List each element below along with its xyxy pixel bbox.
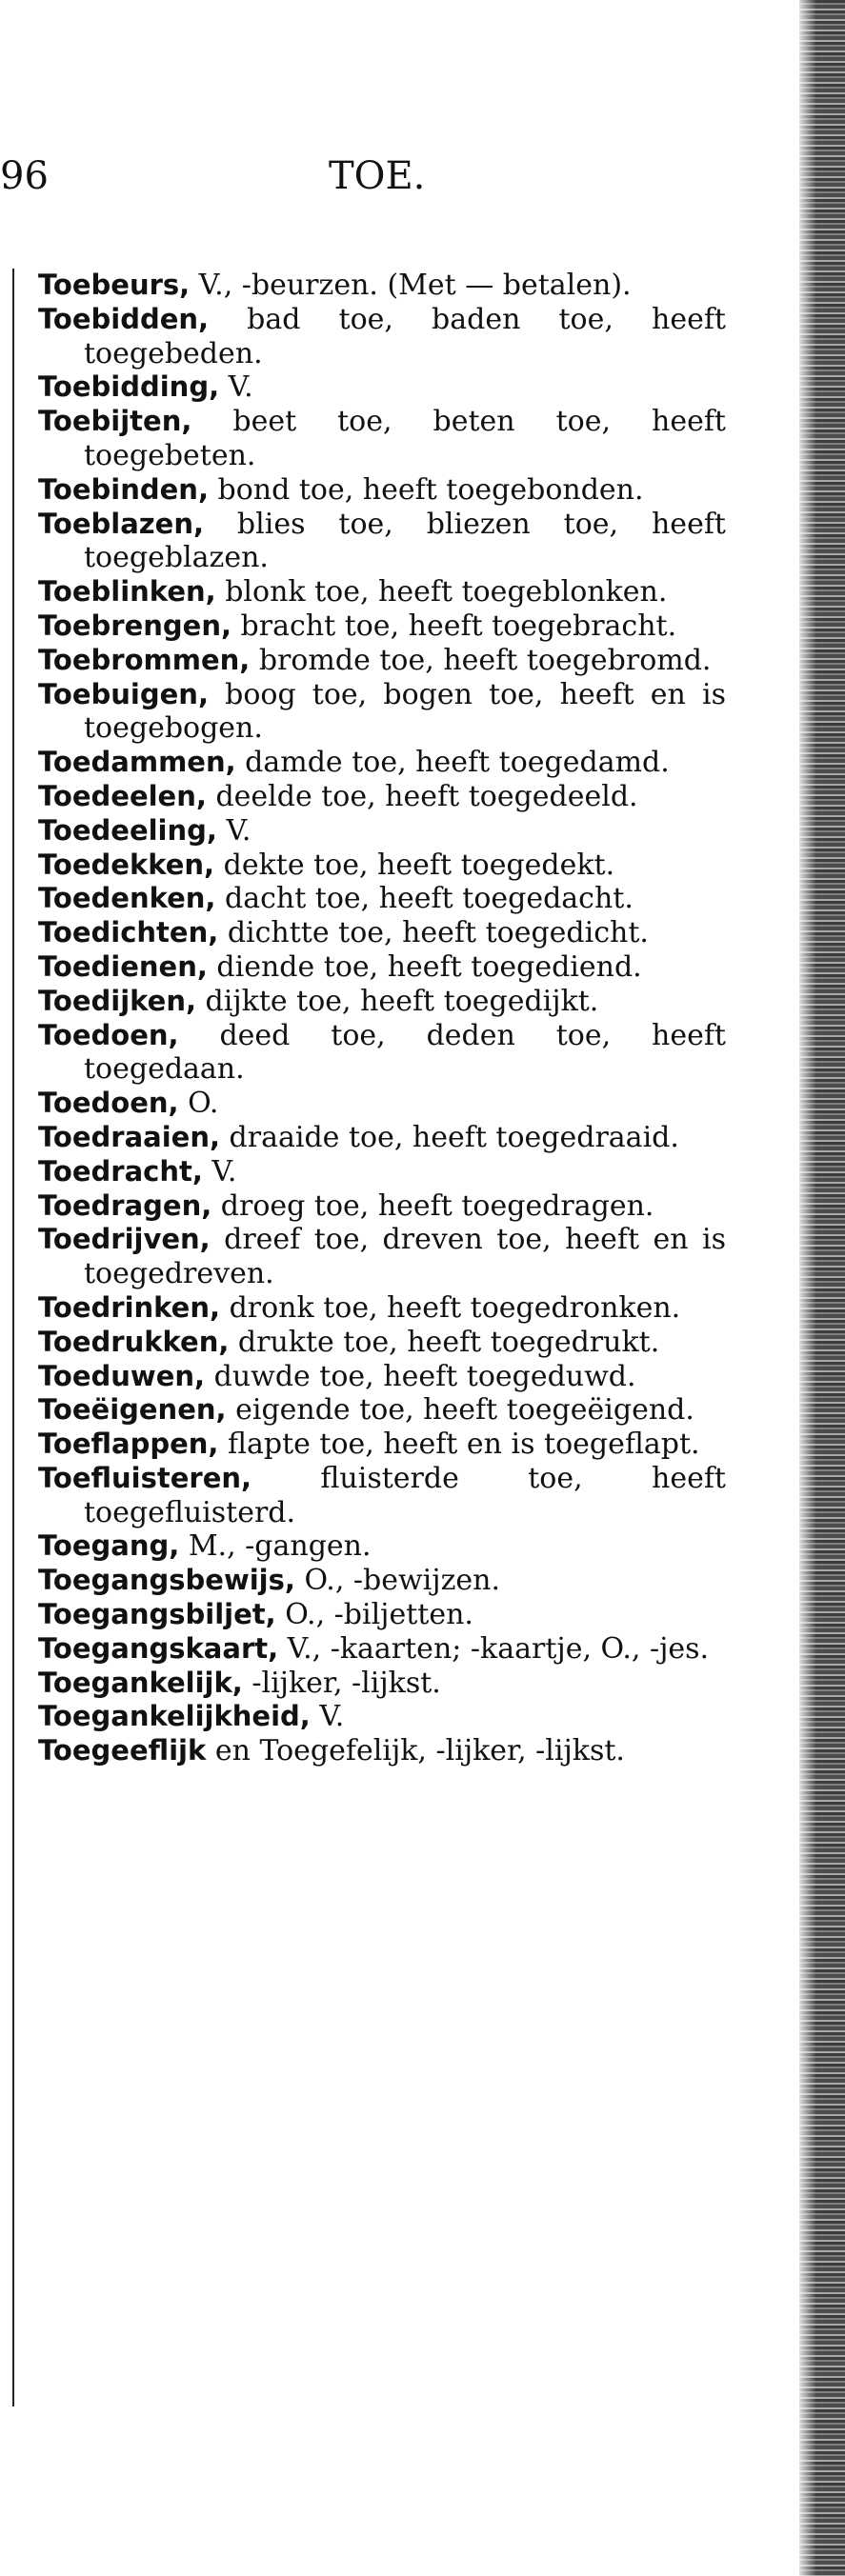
dictionary-entry bbox=[38, 1189, 726, 1224]
entry-definition: dacht toe, heeft toegedacht. bbox=[224, 882, 634, 916]
dictionary-entry bbox=[38, 1360, 726, 1394]
entry-headword: Toedichten, bbox=[38, 916, 219, 949]
entry-headword: Toegankelijkheid, bbox=[38, 1700, 311, 1733]
entry-headword: Toebuigen, bbox=[38, 677, 209, 710]
entry-definition: dijkte toe, heeft toegedijkt. bbox=[205, 984, 599, 1018]
entry-definition: bond toe, heeft toegebonden. bbox=[217, 472, 644, 507]
entry-definition: V., -beurzen. (Met — betalen). bbox=[198, 269, 632, 302]
entry-headword: Toedeelen, bbox=[38, 779, 207, 812]
dictionary-entry bbox=[38, 1529, 726, 1564]
entry-definition: O. bbox=[188, 1087, 219, 1121]
dictionary-entry bbox=[38, 1667, 726, 1701]
entry-headword: Toeblazen, bbox=[38, 507, 204, 540]
dictionary-entry bbox=[38, 609, 726, 644]
entry-definition: M., -gangen. bbox=[188, 1529, 372, 1564]
dictionary-entry bbox=[38, 882, 726, 916]
entry-definition: draaide toe, heeft toegedraaid. bbox=[229, 1120, 679, 1154]
entry-definition: fluisterde toe, heeft toegefluisterd. bbox=[84, 1461, 726, 1529]
entry-definition: O., -bewijzen. bbox=[304, 1564, 500, 1598]
page-number: 96 bbox=[0, 154, 49, 198]
dictionary-entries bbox=[38, 269, 726, 1768]
entry-headword: Toedraaien, bbox=[38, 1120, 220, 1153]
dictionary-entry bbox=[38, 1393, 726, 1428]
dictionary-entry bbox=[38, 985, 726, 1019]
entry-headword: Toebidden, bbox=[38, 302, 210, 335]
dictionary-entry bbox=[38, 1121, 726, 1155]
dictionary-entry bbox=[38, 916, 726, 950]
entry-definition: droeg toe, heeft toegedragen. bbox=[220, 1188, 654, 1223]
dictionary-entry bbox=[38, 303, 726, 371]
entry-headword: Toegankelijk, bbox=[38, 1666, 243, 1699]
entry-definition: blonk toe, heeft toegeblonken. bbox=[225, 575, 668, 609]
dictionary-entry bbox=[38, 950, 726, 985]
entry-definition: diende toe, heeft toegediend. bbox=[216, 949, 642, 984]
entry-definition: dekte toe, heeft toegedekt. bbox=[223, 848, 615, 882]
entry-headword: Toebinden, bbox=[38, 472, 209, 506]
dictionary-entry bbox=[38, 1326, 726, 1360]
entry-headword: Toedragen, bbox=[38, 1188, 212, 1222]
dictionary-entry bbox=[38, 1223, 726, 1291]
entry-definition: deed toe, deden toe, heeft toegedaan. bbox=[84, 1018, 726, 1087]
entry-headword: Toedammen, bbox=[38, 746, 236, 779]
entry-headword: Toedrijven, bbox=[38, 1223, 211, 1256]
dictionary-entry bbox=[38, 678, 726, 747]
page-edge-fade bbox=[795, 0, 816, 2576]
entry-headword: Toegangskaart, bbox=[38, 1631, 279, 1665]
dictionary-entry bbox=[38, 1087, 726, 1121]
entry-definition: dreef toe, dreven toe, heeft en is toegedreven. bbox=[84, 1223, 726, 1291]
dictionary-entry bbox=[38, 508, 726, 576]
dictionary-entry bbox=[38, 405, 726, 473]
entry-headword: Toebrengen, bbox=[38, 609, 231, 642]
entry-definition: damde toe, heeft toegedamd. bbox=[245, 746, 670, 780]
entry-headword: Toedienen, bbox=[38, 949, 208, 983]
entry-definition: deelde toe, heeft toegedeeld. bbox=[215, 779, 638, 813]
entry-headword: Toegang, bbox=[38, 1529, 180, 1563]
entry-headword: Toedekken, bbox=[38, 848, 215, 881]
dictionary-entry bbox=[38, 473, 726, 508]
dictionary-entry bbox=[38, 746, 726, 780]
entry-headword: Toeëigenen, bbox=[38, 1393, 227, 1427]
entry-definition: flapte toe, heeft en is toegeflapt. bbox=[227, 1428, 700, 1462]
entry-headword: Toedoen, bbox=[38, 1018, 179, 1051]
entry-headword: Toeflappen, bbox=[38, 1428, 219, 1461]
dictionary-entry bbox=[38, 1700, 726, 1734]
entry-definition: blies toe, bliezen toe, heeft toegeblazen. bbox=[84, 507, 726, 575]
entry-definition: dronk toe, heeft toegedronken. bbox=[229, 1290, 681, 1325]
entry-headword: Toegangsbiljet, bbox=[38, 1598, 276, 1631]
entry-headword: Toedijken, bbox=[38, 984, 196, 1017]
entry-headword: Toedrinken, bbox=[38, 1290, 221, 1324]
entry-definition: boog toe, bogen toe, heeft en is toegebogen. bbox=[84, 677, 726, 746]
dictionary-entry bbox=[38, 1564, 726, 1598]
dictionary-entry bbox=[38, 1291, 726, 1326]
entry-definition: eigende toe, heeft toegeëigend. bbox=[235, 1393, 694, 1428]
dictionary-entry bbox=[38, 1462, 726, 1530]
entry-headword: Toegangsbewijs, bbox=[38, 1564, 295, 1597]
entry-headword: Toefluisteren, bbox=[38, 1461, 252, 1494]
entry-headword: Toeduwen, bbox=[38, 1359, 206, 1392]
entry-headword: Toeblinken, bbox=[38, 575, 216, 609]
dictionary-entry bbox=[38, 849, 726, 883]
entry-definition: V. bbox=[228, 370, 253, 405]
entry-definition: V. bbox=[319, 1700, 345, 1734]
entry-headword: Toedoen, bbox=[38, 1087, 179, 1120]
dictionary-entry bbox=[38, 269, 726, 303]
dictionary-entry bbox=[38, 644, 726, 678]
entry-definition: drukte toe, heeft toegedrukt. bbox=[237, 1325, 660, 1359]
entry-definition: -lijker, -lijkst. bbox=[251, 1666, 441, 1700]
entry-headword: Toedeeling, bbox=[38, 813, 217, 847]
dictionary-entry bbox=[38, 780, 726, 814]
dictionary-entry bbox=[38, 370, 726, 405]
entry-headword: Toedenken, bbox=[38, 882, 216, 915]
entry-headword: Toebijten, bbox=[38, 405, 192, 438]
entry-headword: Toebeurs, bbox=[38, 269, 191, 301]
dictionary-entry bbox=[38, 1734, 726, 1768]
column-rule bbox=[12, 269, 14, 2406]
entry-definition: V., -kaarten; -kaartje, O., -jes. bbox=[287, 1631, 710, 1666]
entry-definition: bad toe, baden toe, heeft toegebeden. bbox=[84, 302, 726, 370]
entry-definition: V. bbox=[211, 1154, 237, 1188]
entry-definition: V. bbox=[226, 813, 251, 848]
dictionary-entry bbox=[38, 1019, 726, 1088]
dictionary-entry bbox=[38, 1598, 726, 1632]
entry-definition: beet toe, beten toe, heeft toegebeten. bbox=[84, 405, 726, 472]
entry-definition: bracht toe, heeft toegebracht. bbox=[240, 609, 677, 643]
entry-definition: bromde toe, heeft toegebromd. bbox=[258, 643, 712, 677]
entry-headword: Toebidding, bbox=[38, 370, 220, 404]
dictionary-entry bbox=[38, 575, 726, 609]
entry-headword: Toedrukken, bbox=[38, 1325, 230, 1358]
entry-definition: en Toegefelijk, -lijker, -lijkst. bbox=[214, 1734, 625, 1768]
dictionary-entry bbox=[38, 1428, 726, 1462]
entry-definition: dichtte toe, heeft toegedicht. bbox=[227, 916, 649, 950]
entry-headword: Toedracht, bbox=[38, 1154, 203, 1188]
entry-definition: O., -biljetten. bbox=[285, 1598, 473, 1632]
entry-definition: duwde toe, heeft toegeduwd. bbox=[213, 1359, 636, 1393]
running-head: TOE. bbox=[329, 154, 426, 198]
dictionary-entry bbox=[38, 1632, 726, 1667]
entry-headword: Toegeeflijk bbox=[38, 1734, 207, 1767]
dictionary-entry bbox=[38, 814, 726, 849]
entry-headword: Toebrommen, bbox=[38, 643, 251, 676]
dictionary-entry bbox=[38, 1155, 726, 1189]
